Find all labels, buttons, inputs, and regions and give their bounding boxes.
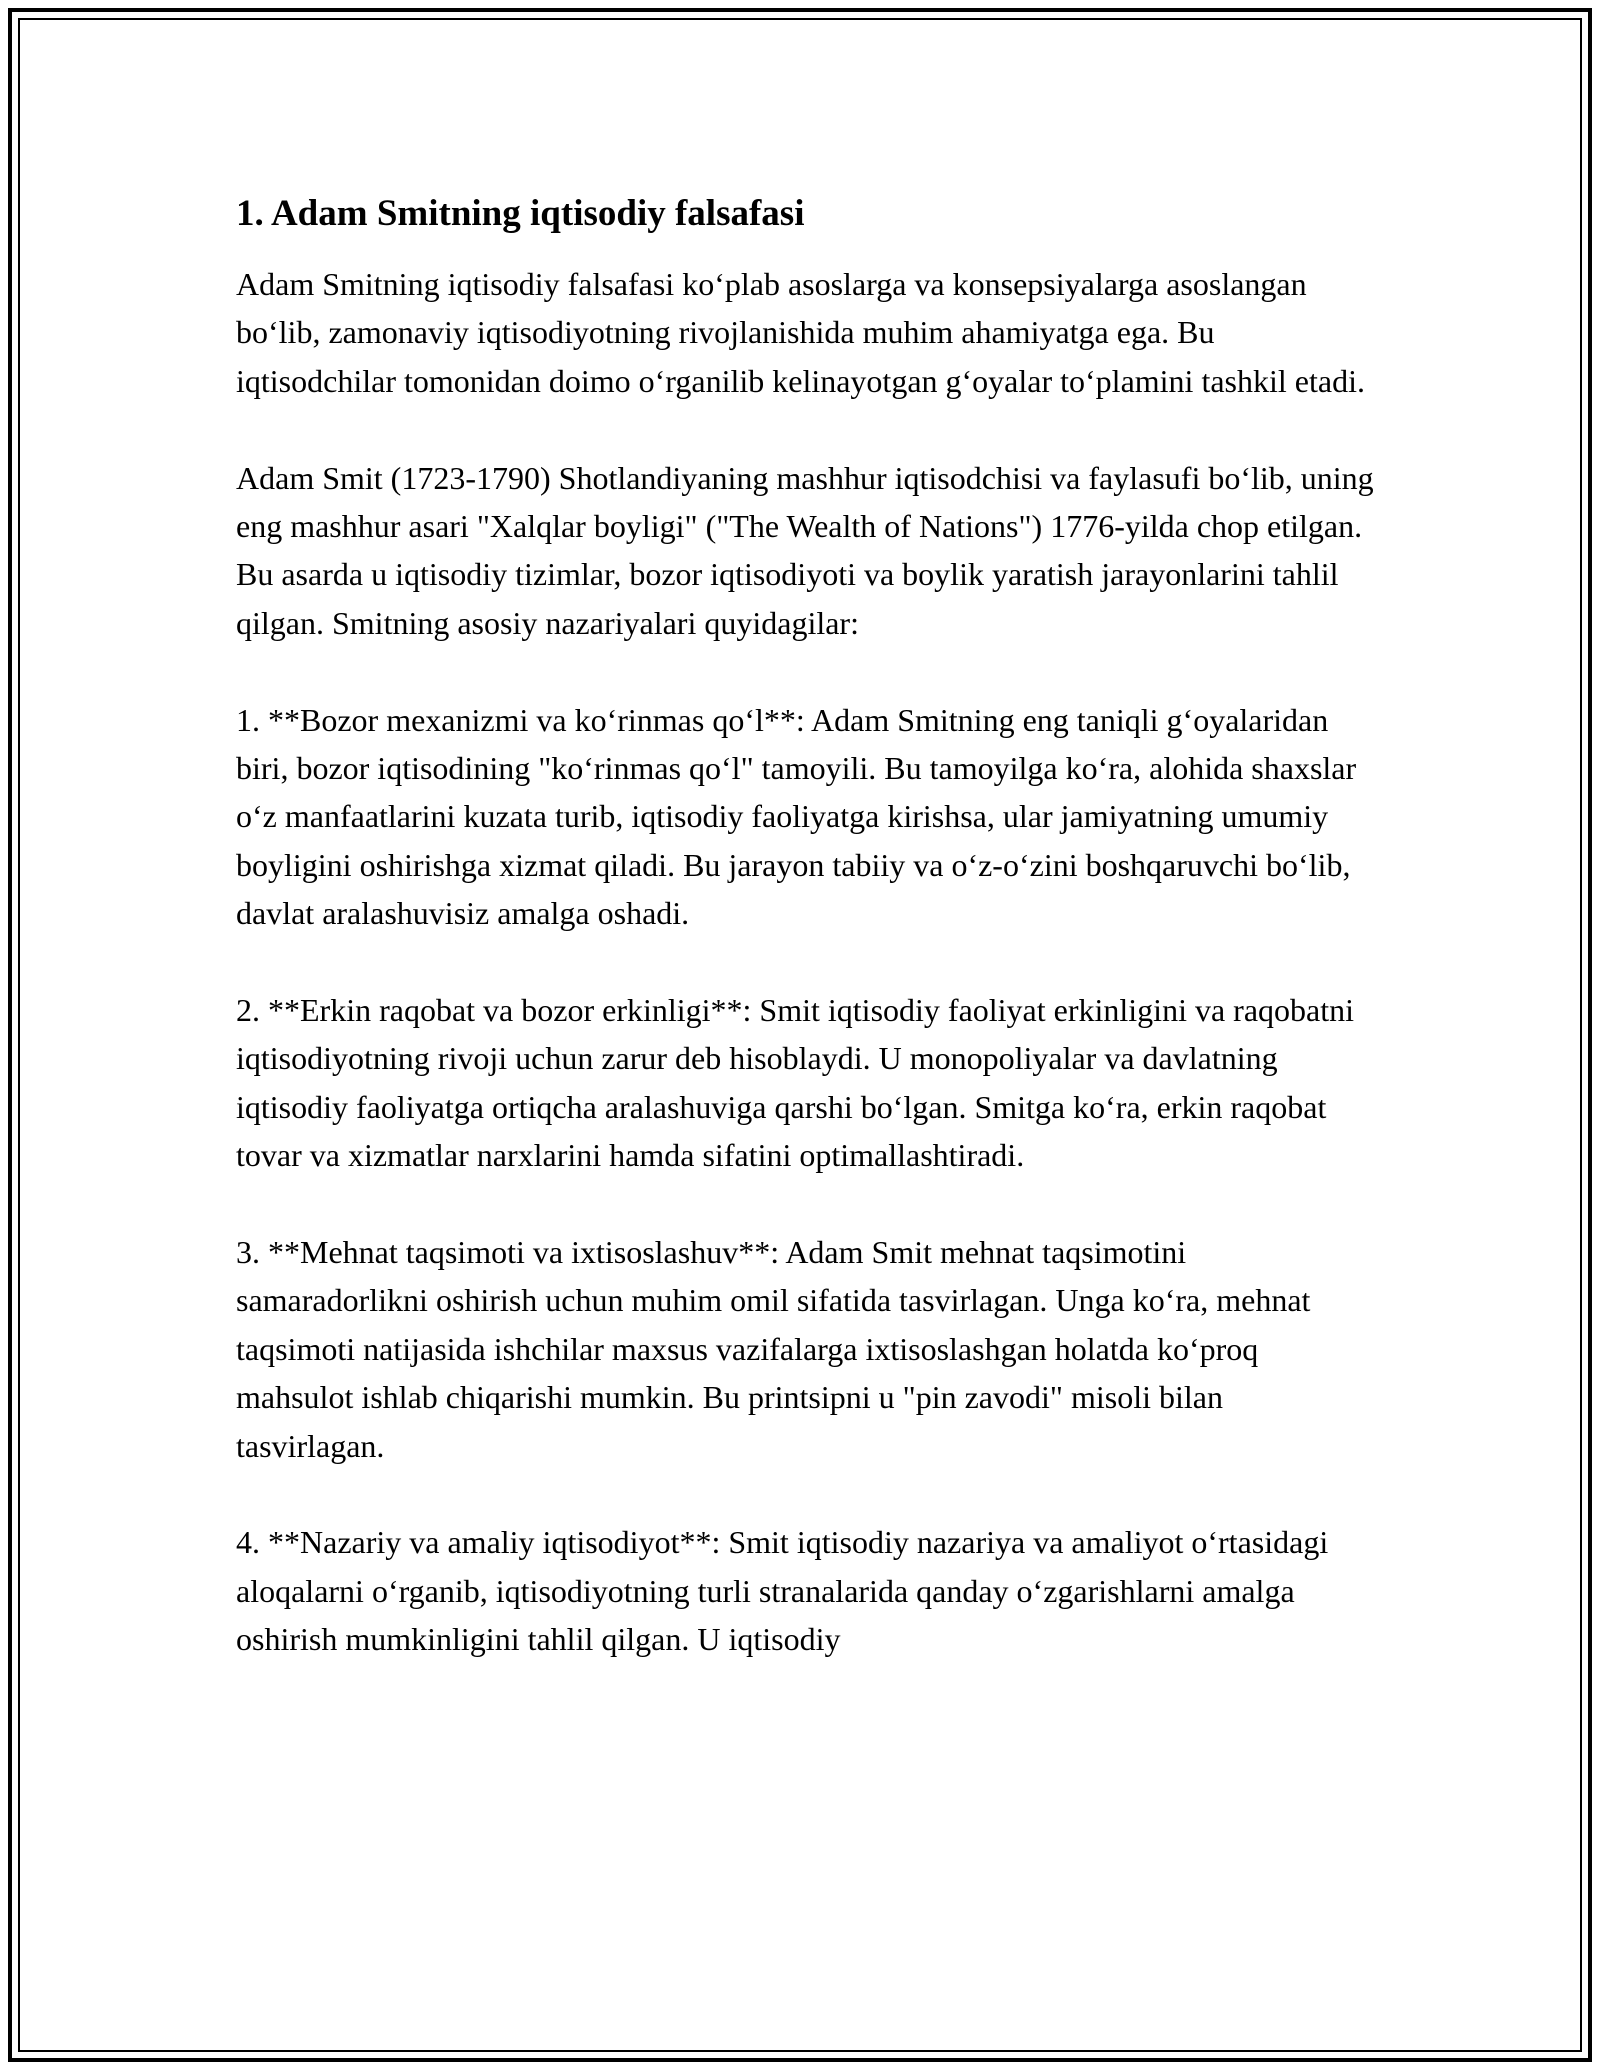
paragraph-biography: Adam Smit (1723-1790) Shotlandiyaning mashhur iqtisodchisi va faylasufi bo‘lib, uning eng mashhur asari "Xalqlar boyligi" ("The Wealth of Nations") 1776-yilda chop etilgan. Bu asarda u iqtisodiy tizimlar, bozor iqtisodiyoti va boylik yaratish jarayonlarini tahlil qilgan. Smitning asosiy nazariyalari quyidagilar: (236, 459, 1374, 641)
paragraph-point-3: 3. **Mehnat taqsimoti va ixtisoslashuv**: Adam Smit mehnat taqsimotini samaradorlikni oshirish uchun muhim omil sifatida tasvirlagan. Unga ko‘ra, mehnat taqsimoti natijasida ishchilar maxsus vazifalarga ixtisoslashgan holatda ko‘proq mahsulot ishlab chiqarishi mumkin. Bu printsipni u "pin zavodi" misoli bilan tasvirlagan. (236, 1234, 1311, 1464)
paragraph-point-2: 2. **Erkin raqobat va bozor erkinligi**: Smit iqtisodiy faoliyat erkinligini va raqobatni iqtisodiyotning rivoji uchun zarur deb hisoblaydi. U monopoliyalar va davlatning iqtisodiy faoliyatga ortiqcha aralashuviga qarshi bo‘lgan. Smitga ko‘ra, erkin raqobat tovar va xizmatlar narxlarini hamda sifatini optimallashtiradi. (236, 992, 1354, 1174)
paragraph-intro: Adam Smitning iqtisodiy falsafasi ko‘plab asoslarga va konsepsiyalarga asoslangan bo‘lib, zamonaviy iqtisodiyotning rivojlanishida muhim ahamiyatga ega. Bu iqtisodchilar tomonidan doimo o‘rganilib kelinayotgan g‘oyalar to‘plamini tashkil etadi. (236, 266, 1365, 399)
paragraph-point-1: 1. **Bozor mexanizmi va ko‘rinmas qo‘l**: Adam Smitning eng taniqli g‘oyalaridan biri, bozor iqtisodining "ko‘rinmas qo‘l" tamoyili. Bu tamoyilga ko‘ra, alohida shaxslar o‘z manfaatlarini kuzata turib, iqtisodiy faoliyatga kirishsa, ular jamiyatning umumiy boyligini oshirishga xizmat qiladi. Bu jarayon tabiiy va o‘z-o‘zini boshqaruvchi bo‘lib, davlat aralashuvisiz amalga oshadi. (236, 701, 1357, 932)
document-body (236, 190, 1376, 1664)
section-heading: 1. Adam Smitning iqtisodiy falsafasi (236, 193, 805, 234)
paragraph-point-4: 4. **Nazariy va amaliy iqtisodiyot**: Smit iqtisodiy nazariya va amaliyot o‘rtasidagi aloqalarni o‘rganib, iqtisodiyotning turli stranalarida qanday o‘zgarishlarni amalga oshirish mumkinligini tahlil qilgan. U iqtisodiy (236, 1524, 1329, 1658)
